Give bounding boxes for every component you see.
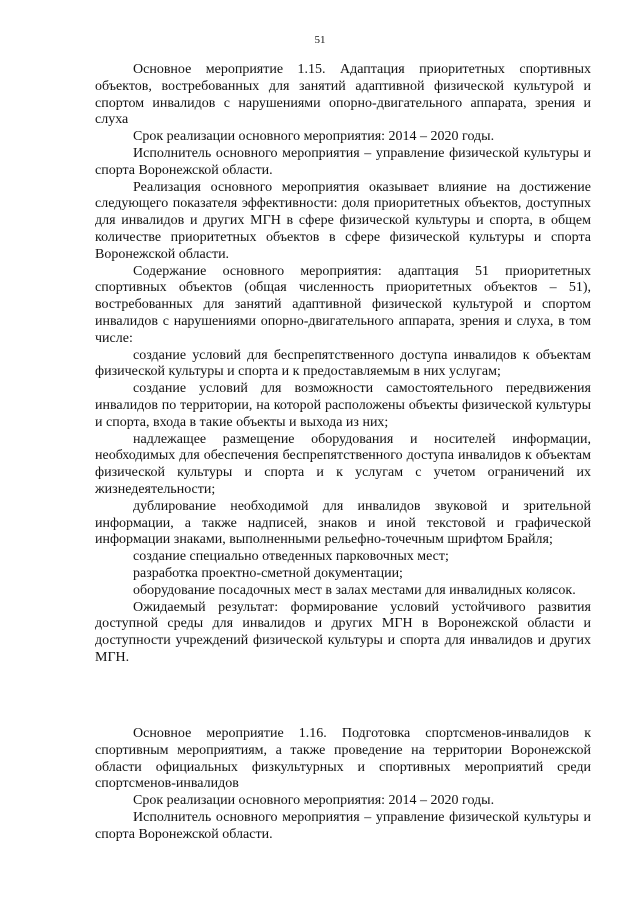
paragraph: Исполнитель основного мероприятия – управление физической культуры и спорта Воронежской области. (95, 809, 591, 842)
paragraph-heading: Основное мероприятие 1.16. Подготовка спортсменов-инвалидов к спортивным мероприятиям, а также проведение на территории Воронежской области официальных физкультурных и спортивных мероприятий среди спортсменов-инвалидов (95, 726, 591, 792)
list-item: создание условий для беспрепятственного доступа инвалидов к объектам физической культуры и спорта и к предоставляемым в них услугам; (95, 347, 591, 380)
paragraph: Содержание основного мероприятия: адаптация 51 приоритетных спортивных объектов (общая численность приоритетных объектов – 51), востребованных для занятий адаптивной физической культурой и спортом инвалидов с нарушениями опорно-двигательного аппарата, зрения и слуха, в том числе: (95, 263, 591, 346)
list-item: создание специально отведенных парковочных мест; (133, 549, 449, 565)
paragraph-heading: Основное мероприятие 1.15. Адаптация приоритетных спортивных объектов, востребованных для занятий адаптивной физической культурой и спортом инвалидов с нарушениями опорно-двигательного аппарата, зрения и слуха (95, 62, 591, 128)
list-item: дублирование необходимой для инвалидов звуковой и зрительной информации, а также надписей, знаков и иной текстовой и графической информации знаками, выполненными рельефно-точечным шрифтом Брайля; (95, 498, 591, 548)
list-item: надлежащее размещение оборудования и носителей информации, необходимых для обеспечения беспрепятственного доступа инвалидов к объектам физической культуры и спорта и к услугам с учетом ограничений их жизнедеятельности; (95, 431, 591, 497)
list-item: создание условий для возможности самостоятельного передвижения инвалидов по территории, на которой расположены объекты физической культуры и спорта, входа в такие объекты и выхода из них; (95, 381, 591, 430)
paragraph: Ожидаемый результат: формирование условий устойчивого развития доступной среды для инвалидов и других МГН в Воронежской области и доступности учреждений физической культуры и спорта для инвалидов и других МГН. (95, 599, 591, 665)
list-item: разработка проектно-сметной документации; (133, 565, 403, 581)
paragraph: Срок реализации основного мероприятия: 2014 – 2020 годы. (133, 129, 495, 145)
paragraph: Срок реализации основного мероприятия: 2014 – 2020 годы. (133, 793, 495, 809)
section-measure-1-16 (95, 726, 591, 844)
page-number: 51 (314, 34, 326, 46)
list-item: оборудование посадочных мест в залах местами для инвалидных колясок. (133, 582, 576, 598)
paragraph: Реализация основного мероприятия оказывает влияние на достижение следующего показателя эффективности: доля приоритетных объектов, доступных для инвалидов и других МГН в сфере физической культуры и спорта, в общем количестве приоритетных объектов в сфере физической культуры и спорта Воронежской области. (95, 179, 591, 262)
paragraph: Исполнитель основного мероприятия – управление физической культуры и спорта Воронежской области. (95, 145, 591, 178)
section-measure-1-15 (95, 62, 591, 667)
